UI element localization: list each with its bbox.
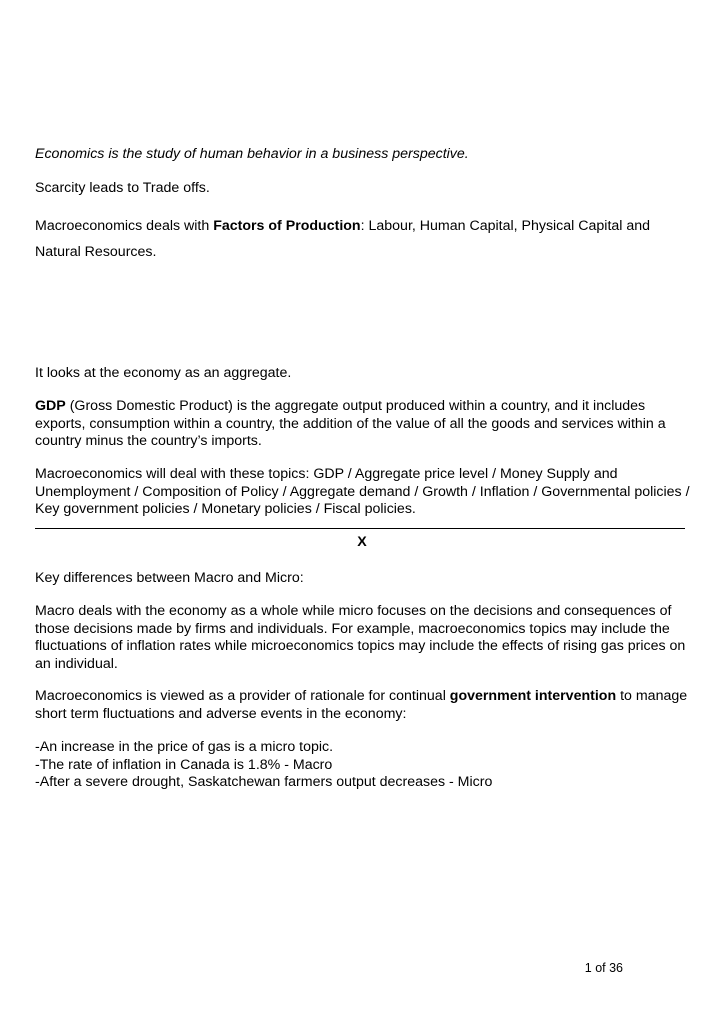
factors-paragraph	[35, 213, 695, 265]
separator-mark: X	[357, 534, 367, 550]
key-differences-heading: Key differences between Macro and Micro:	[35, 570, 304, 586]
examples-list	[35, 739, 695, 792]
rationale-text-post: to manage short term fluctuations and adverse events in the economy:	[35, 688, 688, 722]
factors-bold: Factors of Production	[213, 218, 361, 234]
rationale-text-pre: Macroeconomics is viewed as a provider of rationale for continual	[35, 688, 450, 704]
scarcity-paragraph: Scarcity leads to Trade offs.	[35, 180, 210, 196]
rationale-bold: government intervention	[449, 688, 617, 704]
macro-micro-paragraph: Macro deals with the economy as a whole while micro focuses on the decisions and consequences of those decisions made by firms and individuals. For example, macroeconomics topics may include the fluctuations of inflation rates while microeconomics topics may include the effects of rising gas prices on an individual.	[35, 603, 686, 672]
intro-paragraph: Economics is the study of human behavior in a business perspective.	[35, 146, 469, 162]
gdp-text: (Gross Domestic Product) is the aggregate output produced within a country, and it includes exports, consumption within a country, the addition of the value of all the goods and services within a country minus the country’s imports.	[35, 398, 666, 449]
rationale-paragraph	[35, 688, 695, 723]
list-item: -The rate of inflation in Canada is 1.8% - Macro	[35, 756, 333, 773]
topics-paragraph: Macroeconomics will deal with these topics: GDP / Aggregate price level / Money Supply and Unemployment / Composition of Policy / Aggregate demand / Growth / Inflation / Governmental policies / Key government policies / Monetary policies / Fiscal policies.	[35, 466, 690, 517]
separator-line	[35, 528, 685, 529]
gdp-bold: GDP	[35, 398, 66, 414]
factors-text-post: : Labour, Human Capital, Physical Capital and	[360, 218, 651, 234]
list-item: -An increase in the price of gas is a micro topic.	[35, 739, 334, 755]
factors-text-line2: Natural Resources.	[35, 244, 157, 260]
factors-text-pre: Macroeconomics deals with	[35, 218, 214, 234]
aggregate-paragraph: It looks at the economy as an aggregate.	[35, 365, 292, 381]
page-number: 1 of 36	[584, 961, 623, 975]
list-item: -After a severe drought, Saskatchewan farmers output decreases - Micro	[35, 774, 493, 790]
gdp-paragraph	[35, 398, 695, 451]
